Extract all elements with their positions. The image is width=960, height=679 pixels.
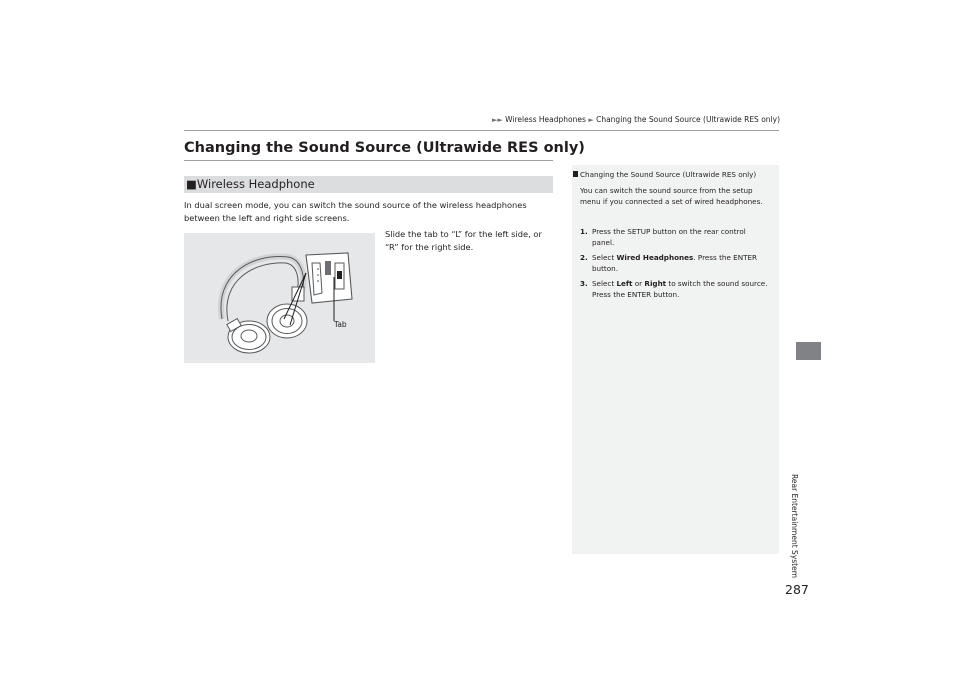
headphones-illustration	[184, 233, 375, 363]
note-box-icon	[573, 171, 578, 177]
step-item	[580, 278, 770, 300]
step-text-part: . Press the ENTER button.	[592, 253, 757, 273]
step-menu-item: Left	[616, 279, 633, 288]
sidebar-intro: You can switch the sound source from the setup menu if you connected a set of wired headphones.	[580, 186, 763, 206]
chapter-tab-marker[interactable]	[796, 342, 821, 360]
step-number: 1.	[580, 227, 588, 236]
step-number: 2.	[580, 253, 588, 262]
chapter-side-label-text: Rear Entertainment System	[790, 474, 799, 579]
sidebar-heading-text: Changing the Sound Source (Ultrawide RES only)	[580, 170, 757, 179]
headphones-figure	[184, 233, 375, 363]
step-text-part: Select	[592, 279, 617, 288]
step-text	[592, 226, 770, 248]
breadcrumb-item[interactable]: Changing the Sound Source (Ultrawide RES only)	[596, 115, 780, 124]
page-number: 287	[785, 582, 809, 597]
step-text	[592, 278, 770, 300]
step-text-part: Select	[592, 253, 617, 262]
step-item	[580, 252, 770, 274]
chapter-side-label	[790, 472, 821, 579]
step-text-part: to switch the sound source. Press the ENTER button.	[592, 279, 768, 299]
intro-paragraph: In dual screen mode, you can switch the sound source of the wireless headphones between the left and right side screens.	[184, 200, 527, 223]
step-item	[580, 226, 770, 248]
step-menu-item: Right	[644, 279, 667, 288]
step-number: 3.	[580, 279, 588, 288]
sidebar-heading	[573, 170, 756, 179]
header-rule	[184, 130, 779, 131]
sidebar-panel	[572, 165, 779, 554]
step-text-part: Press the SETUP button on the rear control panel.	[592, 227, 746, 247]
breadcrumb-arrow-icon: ►►	[491, 116, 503, 124]
tab-callout-label: Tab	[334, 320, 347, 329]
page-title: Changing the Sound Source (Ultrawide RES only)	[184, 140, 585, 156]
breadcrumb	[470, 115, 780, 124]
sidebar-steps	[580, 226, 770, 304]
instruction-paragraph: Slide the tab to “L” for the left side, or “R” for the right side.	[385, 229, 542, 252]
section-marker-icon: ■	[186, 177, 197, 191]
step-menu-item: Wired Headphones	[616, 253, 694, 262]
step-text-part: or	[632, 279, 645, 288]
breadcrumb-item[interactable]: Wireless Headphones	[505, 115, 586, 124]
breadcrumb-arrow-icon: ►	[588, 116, 594, 124]
title-rule	[184, 160, 553, 161]
section-title	[186, 177, 315, 191]
section-title-text: Wireless Headphone	[196, 177, 315, 191]
step-text	[592, 252, 770, 274]
